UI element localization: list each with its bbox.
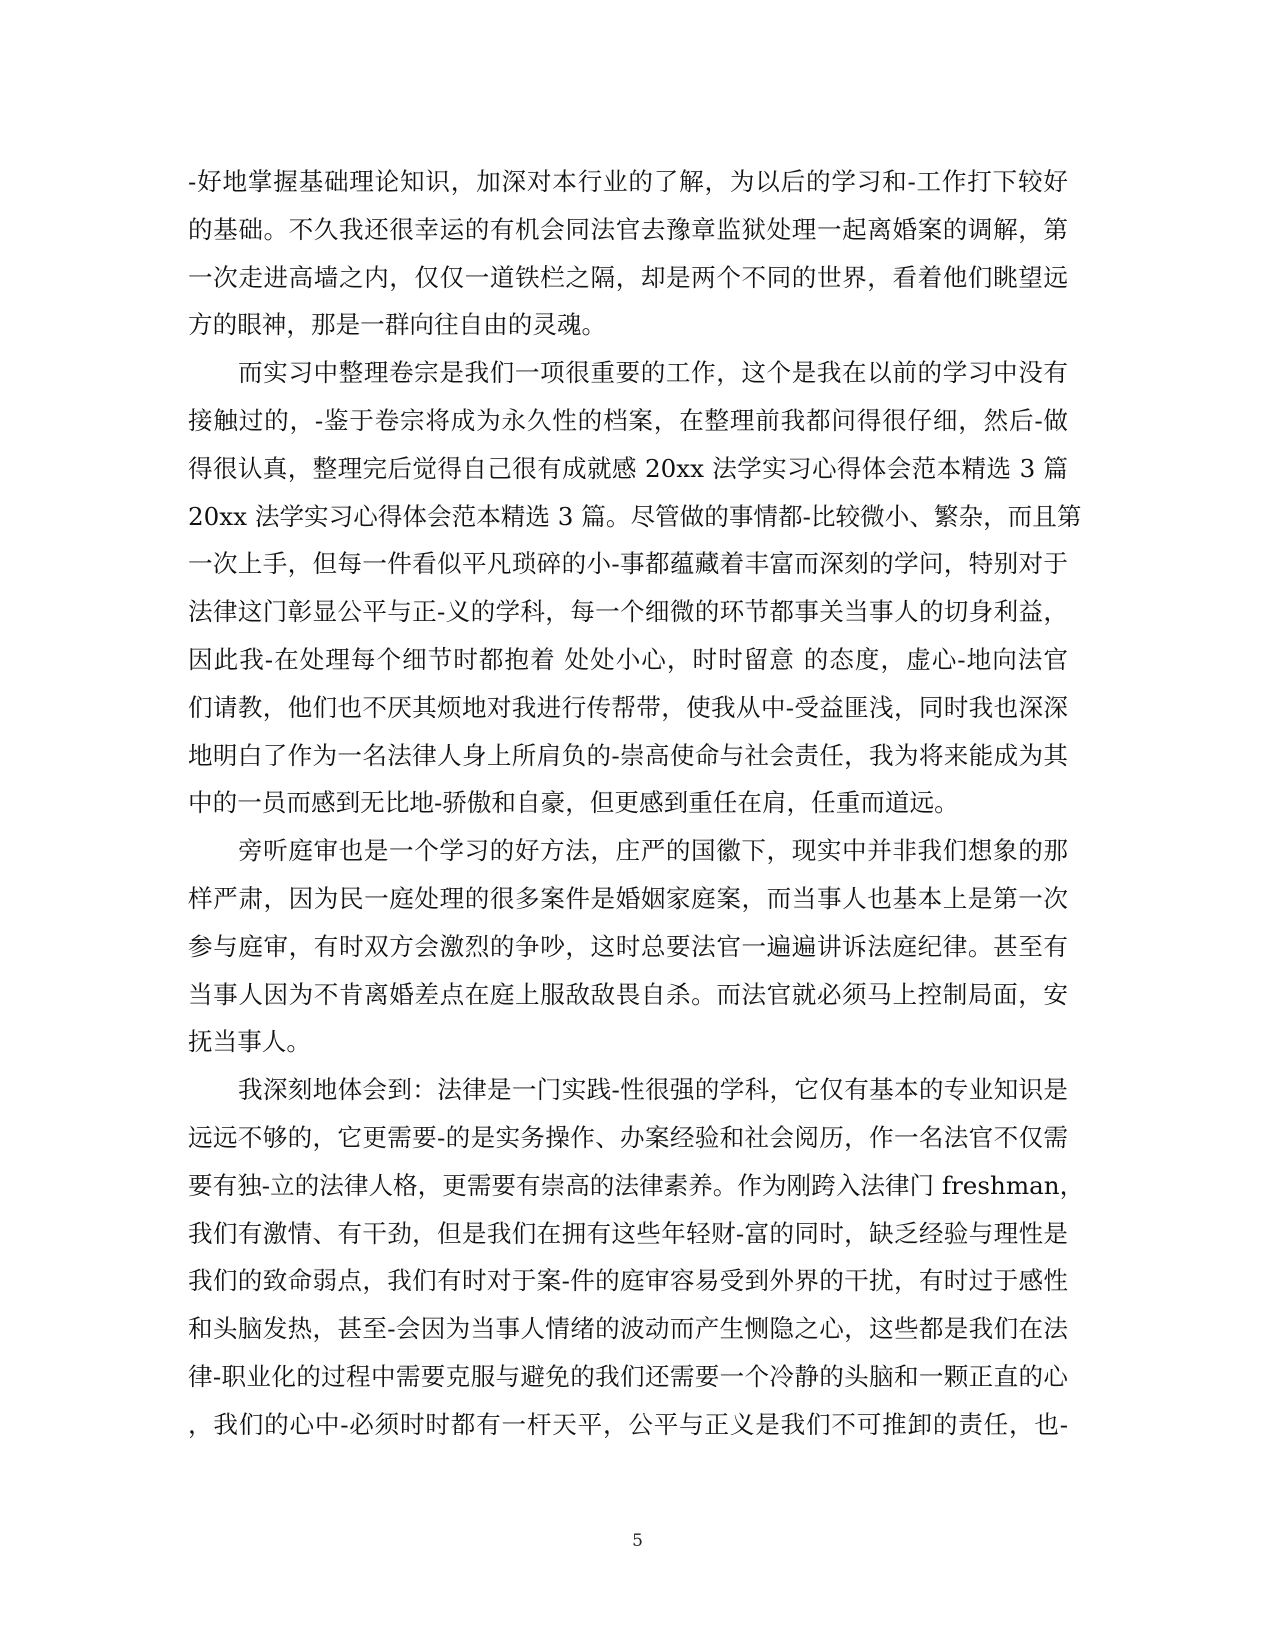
text-line: 我们的致命弱点，我们有时对于案-件的庭审容易受到外界的干扰，有时过于感性 — [188, 1266, 1068, 1296]
text-line: 远远不够的，它更需要-的是实务操作、办案经验和社会阅历，作一名法官不仅需 — [188, 1122, 1068, 1152]
text-line: 律-职业化的过程中需要克服与避免的我们还需要一个冷静的头脑和一颗正直的心 — [188, 1361, 1068, 1391]
text-line: 地明白了作为一名法律人身上所肩负的-崇高使命与社会责任，我为将来能成为其 — [188, 740, 1068, 770]
text-line: 因此我-在处理每个细节时都抱着 处处小心，时时留意 的态度，虚心-地向法官 — [188, 644, 1068, 674]
text-line: ，我们的心中-必须时时都有一杆天平，公平与正义是我们不可推卸的责任，也- — [188, 1409, 1068, 1439]
text-line: 的基础。不久我还很幸运的有机会同法官去豫章监狱处理一起离婚案的调解，第 — [188, 214, 1068, 244]
text-line: 抚当事人。 — [188, 1027, 311, 1057]
text-line: -好地掌握基础理论知识，加深对本行业的了解，为以后的学习和-工作打下较好 — [188, 167, 1068, 196]
text-line: 一次走进高墙之内，仅仅一道铁栏之隔，却是两个不同的世界，看着他们眺望远 — [188, 262, 1068, 292]
text-line: 接触过的，-鉴于卷宗将成为永久性的档案，在整理前我都问得很仔细，然后-做 — [188, 405, 1068, 435]
text-line: 我深刻地体会到：法律是一门实践-性很强的学科，它仅有基本的专业知识是 — [238, 1075, 1068, 1105]
text-line: 和头脑发热，甚至-会因为当事人情绪的波动而产生恻隐之心，这些都是我们在法 — [188, 1314, 1068, 1344]
text-line: 方的眼神，那是一群向往自由的灵魂。 — [188, 310, 607, 340]
text-line: 中的一员而感到无比地-骄傲和自豪，但更感到重任在肩，任重而道远。 — [188, 788, 959, 818]
text-line: 20xx 法学实习心得体会范本精选 3 篇。尽管做的事情都-比较微小、繁杂，而且第 — [188, 501, 1082, 531]
page-number: 5 — [632, 1531, 643, 1551]
text-line: 一次上手，但每一件看似平凡琐碎的小-事都蕴藏着丰富而深刻的学问，特别对于 — [188, 549, 1068, 579]
text-line: 当事人因为不肯离婚差点在庭上服敌敌畏自杀。而法官就必须马上控制局面，安 — [188, 979, 1068, 1009]
text-line: 参与庭审，有时双方会激烈的争吵，这时总要法官一遍遍讲诉法庭纪律。甚至有 — [188, 931, 1068, 961]
text-line: 法律这门彰显公平与正-义的学科，每一个细微的环节都事关当事人的切身利益， — [188, 597, 1068, 627]
text-line: 们请教，他们也不厌其烦地对我进行传帮带，使我从中-受益匪浅，同时我也深深 — [188, 692, 1068, 722]
text-line: 我们有激情、有干劲，但是我们在拥有这些年轻财-富的同时，缺乏经验与理性是 — [188, 1218, 1068, 1248]
text-line: 旁听庭审也是一个学习的好方法，庄严的国徽下，现实中并非我们想象的那 — [238, 836, 1068, 866]
text-line: 而实习中整理卷宗是我们一项很重要的工作，这个是我在以前的学习中没有 — [238, 358, 1068, 388]
text-line: 样严肃，因为民一庭处理的很多案件是婚姻家庭案，而当事人也基本上是第一次 — [188, 883, 1068, 913]
body-text — [188, 158, 1085, 1449]
text-line: 要有独-立的法律人格，更需要有崇高的法律素养。作为刚跨入法律门 freshman， — [188, 1170, 1085, 1200]
text-line: 得很认真，整理完后觉得自己很有成就感 20xx 法学实习心得体会范本精选 3 篇 — [188, 453, 1068, 483]
